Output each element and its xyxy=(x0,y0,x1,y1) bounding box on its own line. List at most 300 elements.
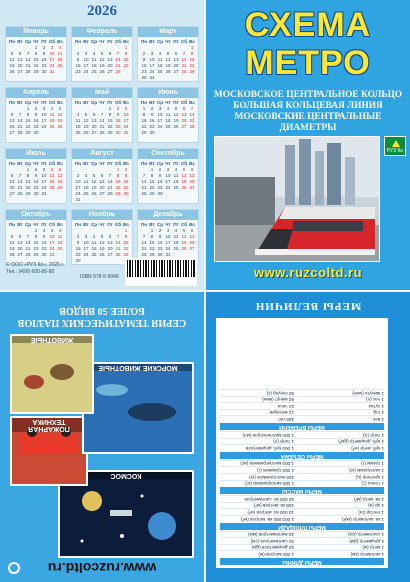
weekday-label: Чт xyxy=(99,100,105,105)
day-cell: 12 xyxy=(57,112,63,117)
day-cell: 6 xyxy=(10,173,14,178)
day-cell: 5 xyxy=(92,173,96,178)
month-days xyxy=(6,159,66,197)
day-cell: 16 xyxy=(75,63,81,68)
unit-name: 1 метр (м) xyxy=(362,545,384,551)
weekday-label: Ср xyxy=(90,161,98,166)
day-cell: 24 xyxy=(41,124,47,129)
day-cell: 12 xyxy=(165,57,171,62)
units-row xyxy=(220,473,384,480)
day-cell: 17 xyxy=(75,185,81,190)
day-cell: 12 xyxy=(99,57,105,62)
publisher-phone: Тел.: (499) 600-86-80 xyxy=(6,269,55,275)
day-cell: 23 xyxy=(33,185,39,190)
day-cell: 12 xyxy=(9,57,15,62)
day-cell: 12 xyxy=(91,179,97,184)
weekday-label: Вс xyxy=(123,161,129,166)
day-cell: 31 xyxy=(49,69,55,74)
day-cell: 26 xyxy=(181,246,187,251)
day-cell: 29 xyxy=(115,191,121,196)
day-cell: 7 xyxy=(26,234,30,239)
cover-subtitle: МОСКОВСКОЕ ЦЕНТРАЛЬНОЕ КОЛЬЦО xyxy=(213,90,403,100)
day-cell: 6 xyxy=(18,234,22,239)
day-cell: 25 xyxy=(49,124,55,129)
day-cell: 27 xyxy=(173,69,179,74)
day-cell: 13 xyxy=(17,57,23,62)
day-cell: 28 xyxy=(189,124,195,129)
day-cell: 27 xyxy=(9,130,15,135)
weekday-label: Пт xyxy=(41,222,47,227)
day-cell: 18 xyxy=(49,179,55,184)
day-cell: 11 xyxy=(83,179,89,184)
puzzle-tile-animals xyxy=(10,334,94,414)
day-cell: 8 xyxy=(116,173,120,178)
day-cell: 26 xyxy=(99,69,105,74)
day-cell: 1 xyxy=(26,106,30,111)
day-cell: 18 xyxy=(165,118,171,123)
unit-equivalent: 100 килограммов (кг) xyxy=(249,474,294,480)
day-cell: 21 xyxy=(17,124,23,129)
units-row xyxy=(220,550,384,557)
weekday-label: Пн xyxy=(140,100,148,105)
weekday-label: Вт xyxy=(149,39,155,44)
day-cell: 5 xyxy=(10,234,14,239)
weekday-label: Пт xyxy=(41,100,47,105)
day-cell: 14 xyxy=(115,240,121,245)
day-cell: 27 xyxy=(9,191,15,196)
units-row xyxy=(220,416,384,423)
day-cell: 14 xyxy=(25,240,31,245)
weekday-label: Ср xyxy=(90,39,98,44)
day-cell: 29 xyxy=(149,252,155,257)
units-section-head: МЕРЫ ВРЕМЕНИ xyxy=(220,423,384,430)
day-cell: 15 xyxy=(107,118,113,123)
day-cell: 21 xyxy=(107,185,113,190)
day-cell: 4 xyxy=(158,51,162,56)
weekday-label: Чт xyxy=(99,161,105,166)
day-cell: 25 xyxy=(91,252,97,257)
day-cell: 20 xyxy=(173,63,179,68)
day-cell: 22 xyxy=(25,124,31,129)
month-block xyxy=(71,148,133,204)
day-cell: 21 xyxy=(115,63,121,68)
weekday-label: Ср xyxy=(24,100,32,105)
weekday-label: Ср xyxy=(24,161,32,166)
weekday-label: Вт xyxy=(17,161,23,166)
unit-name: 1 год xyxy=(373,410,384,416)
day-cell: 14 xyxy=(141,179,147,184)
weekday-label: Сб xyxy=(180,161,188,166)
day-cell: 5 xyxy=(100,234,104,239)
weekday-label: Пн xyxy=(140,222,148,227)
day-cell: 2 xyxy=(150,106,154,111)
weekday-label: Пн xyxy=(8,161,16,166)
day-cell: 7 xyxy=(190,106,194,111)
day-cell: 13 xyxy=(189,173,195,178)
unit-equivalent: 10 000 кв. метров (м²) xyxy=(247,510,294,516)
day-cell: 13 xyxy=(173,57,179,62)
day-cell: 25 xyxy=(173,246,179,251)
month-block xyxy=(137,148,199,204)
weekday-label: Вт xyxy=(83,39,89,44)
day-cell: 6 xyxy=(190,228,194,233)
day-cell: 15 xyxy=(33,240,39,245)
month-name: Август xyxy=(72,149,132,159)
weekday-label: Вс xyxy=(189,100,195,105)
day-cell: 25 xyxy=(83,191,89,196)
weekday-label: Пн xyxy=(8,39,16,44)
unit-name: 1 час (ч) xyxy=(366,397,384,403)
day-cell: 13 xyxy=(9,118,15,123)
day-cell: 13 xyxy=(99,179,105,184)
day-cell: 17 xyxy=(83,246,89,251)
day-cell: 8 xyxy=(26,173,30,178)
month-days xyxy=(72,220,132,264)
units-row xyxy=(220,502,384,509)
cover-subtitle: БОЛЬШАЯ КОЛЬЦЕВАЯ ЛИНИЯ xyxy=(233,101,383,111)
day-cell: 11 xyxy=(49,112,55,117)
day-cell: 10 xyxy=(83,57,89,62)
weekday-label: Вт xyxy=(83,100,89,105)
day-cell: 18 xyxy=(91,63,97,68)
day-cell: 7 xyxy=(18,173,22,178)
weekday-label: Вт xyxy=(17,39,23,44)
day-cell: 17 xyxy=(157,118,163,123)
weekday-label: Чт xyxy=(33,222,39,227)
day-cell: 9 xyxy=(34,173,38,178)
day-cell: 16 xyxy=(75,246,81,251)
day-cell: 8 xyxy=(124,234,128,239)
day-cell: 21 xyxy=(99,124,105,129)
day-cell: 23 xyxy=(157,185,163,190)
weekday-label: Пт xyxy=(41,161,47,166)
day-cell: 18 xyxy=(173,240,179,245)
day-cell: 15 xyxy=(189,57,195,62)
day-cell: 7 xyxy=(116,51,120,56)
day-cell: 14 xyxy=(181,57,187,62)
unit-name: 1 сутки xyxy=(368,403,384,409)
day-cell: 2 xyxy=(158,167,162,172)
weekday-label: Пт xyxy=(41,39,47,44)
day-cell: 25 xyxy=(91,69,97,74)
weekday-label: Чт xyxy=(165,100,171,105)
unit-equivalent: 1 литр (л) xyxy=(273,439,294,445)
day-cell: 19 xyxy=(57,118,63,123)
units-row xyxy=(220,495,384,502)
unit-equivalent: 1 000 метров (м) xyxy=(258,552,294,557)
day-cell: 5 xyxy=(182,228,186,233)
day-cell: 22 xyxy=(115,185,121,190)
day-cell: 3 xyxy=(124,106,128,111)
units-row xyxy=(220,460,384,467)
day-cell: 26 xyxy=(99,252,105,257)
day-cell: 18 xyxy=(49,118,55,123)
tile-label: ПОЖАРНАЯ ТЕХНИКА xyxy=(12,418,86,432)
weekday-label: Пт xyxy=(107,161,113,166)
month-name: Январь xyxy=(6,27,66,37)
day-cell: 2 xyxy=(142,51,146,56)
day-cell: 2 xyxy=(124,167,128,172)
day-cell: 27 xyxy=(181,124,187,129)
day-cell: 20 xyxy=(91,124,97,129)
day-cell: 2 xyxy=(34,106,38,111)
month-block xyxy=(5,26,67,82)
day-cell: 29 xyxy=(25,130,31,135)
cover-panel xyxy=(206,0,410,290)
day-cell: 3 xyxy=(42,106,46,111)
day-cell: 11 xyxy=(57,51,63,56)
day-cell: 30 xyxy=(75,258,81,263)
weekday-label: Вс xyxy=(57,161,63,166)
day-cell: 9 xyxy=(116,112,120,117)
weekday-label: Вс xyxy=(189,161,195,166)
day-cell: 19 xyxy=(181,179,187,184)
day-cell: 15 xyxy=(25,179,31,184)
day-cell: 29 xyxy=(33,69,39,74)
day-cell: 13 xyxy=(181,112,187,117)
weekday-label: Пт xyxy=(173,222,179,227)
units-panel-rotated xyxy=(206,292,410,582)
day-cell: 12 xyxy=(99,240,105,245)
publisher-name: © ООО «РУЗ Ко», 2026 г. xyxy=(6,262,64,268)
day-cell: 27 xyxy=(91,130,97,135)
day-cell: 13 xyxy=(107,57,113,62)
month-block xyxy=(71,87,133,143)
day-cell: 11 xyxy=(49,173,55,178)
day-cell: 27 xyxy=(189,246,195,251)
day-cell: 22 xyxy=(141,124,147,129)
day-cell: 11 xyxy=(57,234,63,239)
day-cell: 27 xyxy=(99,191,105,196)
unit-name: 1 грамм (г) xyxy=(361,461,384,467)
day-cell: 23 xyxy=(75,252,81,257)
weekday-label: Вт xyxy=(17,100,23,105)
day-cell: 19 xyxy=(99,63,105,68)
day-cell: 19 xyxy=(173,118,179,123)
day-cell: 13 xyxy=(9,179,15,184)
day-cell: 4 xyxy=(76,112,80,117)
weekday-label: Вс xyxy=(57,39,63,44)
weekday-label: Ср xyxy=(24,39,32,44)
day-cell: 19 xyxy=(165,63,171,68)
day-cell: 24 xyxy=(49,246,55,251)
day-cell: 16 xyxy=(115,118,121,123)
day-cell: 9 xyxy=(124,173,128,178)
day-cell: 11 xyxy=(75,118,81,123)
unit-name: 1 куб. метр (м³) xyxy=(351,445,384,451)
day-cell: 10 xyxy=(149,57,155,62)
day-cell: 12 xyxy=(83,118,89,123)
units-row xyxy=(220,544,384,551)
day-cell: 28 xyxy=(17,130,23,135)
isbn-text: ISBN 978-5-9949 xyxy=(80,274,119,280)
units-row xyxy=(220,438,384,445)
day-cell: 9 xyxy=(150,112,154,117)
day-cell: 18 xyxy=(57,57,63,62)
day-cell: 7 xyxy=(108,173,112,178)
day-cell: 26 xyxy=(165,69,171,74)
day-cell: 9 xyxy=(42,234,46,239)
day-cell: 11 xyxy=(157,57,163,62)
day-cell: 24 xyxy=(83,69,89,74)
day-cell: 21 xyxy=(17,185,23,190)
day-cell: 9 xyxy=(76,240,80,245)
day-cell: 8 xyxy=(150,234,154,239)
day-cell: 21 xyxy=(141,185,147,190)
day-cell: 31 xyxy=(165,252,171,257)
day-cell: 4 xyxy=(92,234,96,239)
weekday-label: Вт xyxy=(17,222,23,227)
day-cell: 24 xyxy=(165,185,171,190)
day-cell: 14 xyxy=(17,118,23,123)
day-cell: 1 xyxy=(150,228,154,233)
day-cell: 28 xyxy=(107,191,113,196)
weekday-label: Сб xyxy=(48,161,56,166)
day-cell: 8 xyxy=(190,51,194,56)
tile-label: МОРСКИЕ ЖИВОТНЫЕ xyxy=(84,364,192,371)
day-cell: 15 xyxy=(25,118,31,123)
day-cell: 28 xyxy=(115,252,121,257)
unit-equivalent: 10 сантиметров (см) xyxy=(250,538,294,544)
day-cell: 3 xyxy=(76,173,80,178)
weekday-label: Чт xyxy=(165,161,171,166)
day-cell: 22 xyxy=(33,246,39,251)
day-cell: 30 xyxy=(149,130,155,135)
month-days xyxy=(72,159,132,203)
weekday-label: Вт xyxy=(83,161,89,166)
day-cell: 22 xyxy=(107,124,113,129)
month-name: Июнь xyxy=(138,88,198,98)
day-cell: 28 xyxy=(141,252,147,257)
day-cell: 31 xyxy=(75,197,81,202)
month-name: Февраль xyxy=(72,27,132,37)
weekday-label: Пн xyxy=(140,39,148,44)
day-cell: 23 xyxy=(141,69,147,74)
day-cell: 14 xyxy=(17,179,23,184)
day-cell: 27 xyxy=(17,252,23,257)
puzzle-panel-rotated xyxy=(0,292,204,582)
month-block xyxy=(5,148,67,204)
day-cell: 7 xyxy=(18,112,22,117)
day-cell: 6 xyxy=(18,51,22,56)
day-cell: 7 xyxy=(182,51,186,56)
day-cell: 1 xyxy=(190,45,194,50)
day-cell: 5 xyxy=(174,106,178,111)
day-cell: 16 xyxy=(33,118,39,123)
day-cell: 8 xyxy=(108,112,112,117)
day-cell: 3 xyxy=(50,45,54,50)
day-cell: 22 xyxy=(189,63,195,68)
weekday-label: Пт xyxy=(107,39,113,44)
units-title: МЕРЫ ВЕЛИЧИН xyxy=(254,300,362,312)
weekday-label: Сб xyxy=(180,222,188,227)
cover-subtitle: МОСКОВСКИЕ ЦЕНТРАЛЬНЫЕ ДИАМЕТРЫ xyxy=(234,112,382,133)
day-cell: 5 xyxy=(58,167,62,172)
month-name: Декабрь xyxy=(138,210,198,220)
day-cell: 25 xyxy=(165,124,171,129)
day-cell: 15 xyxy=(33,57,39,62)
day-cell: 11 xyxy=(165,112,171,117)
day-cell: 26 xyxy=(173,124,179,129)
day-cell: 30 xyxy=(33,191,39,196)
day-cell: 20 xyxy=(107,246,113,251)
day-cell: 28 xyxy=(17,191,23,196)
month-days xyxy=(138,37,198,81)
ring-icon xyxy=(8,562,20,574)
puzzle-series-caption xyxy=(6,304,198,328)
units-section-head: МЕРЫ ДЛИНЫ xyxy=(220,558,384,565)
series-line1: СЕРИЯ ТЕМАТИЧЕСКИХ ПАЗЛОВ xyxy=(17,317,187,328)
unit-name: 1 тонна (т) xyxy=(361,481,384,487)
day-cell: 7 xyxy=(142,173,146,178)
day-cell: 3 xyxy=(150,51,154,56)
barcode-bars xyxy=(127,260,195,277)
day-cell: 25 xyxy=(57,246,63,251)
day-cell: 1 xyxy=(34,45,38,50)
day-cell: 29 xyxy=(123,252,129,257)
day-cell: 7 xyxy=(116,234,120,239)
day-cell: 25 xyxy=(49,185,55,190)
weekday-label: Сб xyxy=(114,100,122,105)
unit-name: 1 кв. метр (м²) xyxy=(353,496,384,502)
day-cell: 15 xyxy=(149,179,155,184)
day-cell: 27 xyxy=(17,69,23,74)
day-cell: 30 xyxy=(33,130,39,135)
unit-equivalent: 1 000 килограммов (кг) xyxy=(245,481,294,487)
train-photo xyxy=(214,136,380,262)
day-cell: 4 xyxy=(92,51,96,56)
unit-name: 1 минута (мин) xyxy=(352,390,384,396)
day-cell: 6 xyxy=(108,234,112,239)
tile-label: КОСМОС xyxy=(60,472,192,479)
units-table xyxy=(216,318,388,568)
day-cell: 4 xyxy=(174,167,178,172)
day-cell: 1 xyxy=(26,167,30,172)
day-cell: 6 xyxy=(92,112,96,117)
day-cell: 29 xyxy=(33,252,39,257)
weekday-label: Пн xyxy=(8,222,16,227)
day-cell: 18 xyxy=(173,179,179,184)
day-cell: 20 xyxy=(9,185,15,190)
day-cell: 10 xyxy=(49,51,55,56)
day-cell: 3 xyxy=(42,167,46,172)
month-block xyxy=(137,209,199,265)
day-cell: 22 xyxy=(25,185,31,190)
day-cell: 6 xyxy=(182,106,186,111)
day-cell: 22 xyxy=(123,246,129,251)
day-cell: 6 xyxy=(108,51,112,56)
units-row xyxy=(220,444,384,451)
weekday-label: Вт xyxy=(149,100,155,105)
day-cell: 7 xyxy=(26,51,30,56)
month-name: Апрель xyxy=(6,88,66,98)
units-row xyxy=(220,396,384,403)
day-cell: 22 xyxy=(123,63,129,68)
day-cell: 17 xyxy=(41,118,47,123)
series-line2: БОЛЕЕ 50 ВИДОВ xyxy=(59,305,145,316)
month-name: Июль xyxy=(6,149,66,159)
month-block xyxy=(137,87,199,143)
day-cell: 8 xyxy=(34,234,38,239)
day-cell: 19 xyxy=(9,246,15,251)
weekday-label: Сб xyxy=(114,222,122,227)
day-cell: 31 xyxy=(49,252,55,257)
day-cell: 15 xyxy=(123,240,129,245)
day-cell: 16 xyxy=(41,240,47,245)
units-row xyxy=(220,531,384,538)
day-cell: 3 xyxy=(84,51,88,56)
day-cell: 14 xyxy=(99,118,105,123)
